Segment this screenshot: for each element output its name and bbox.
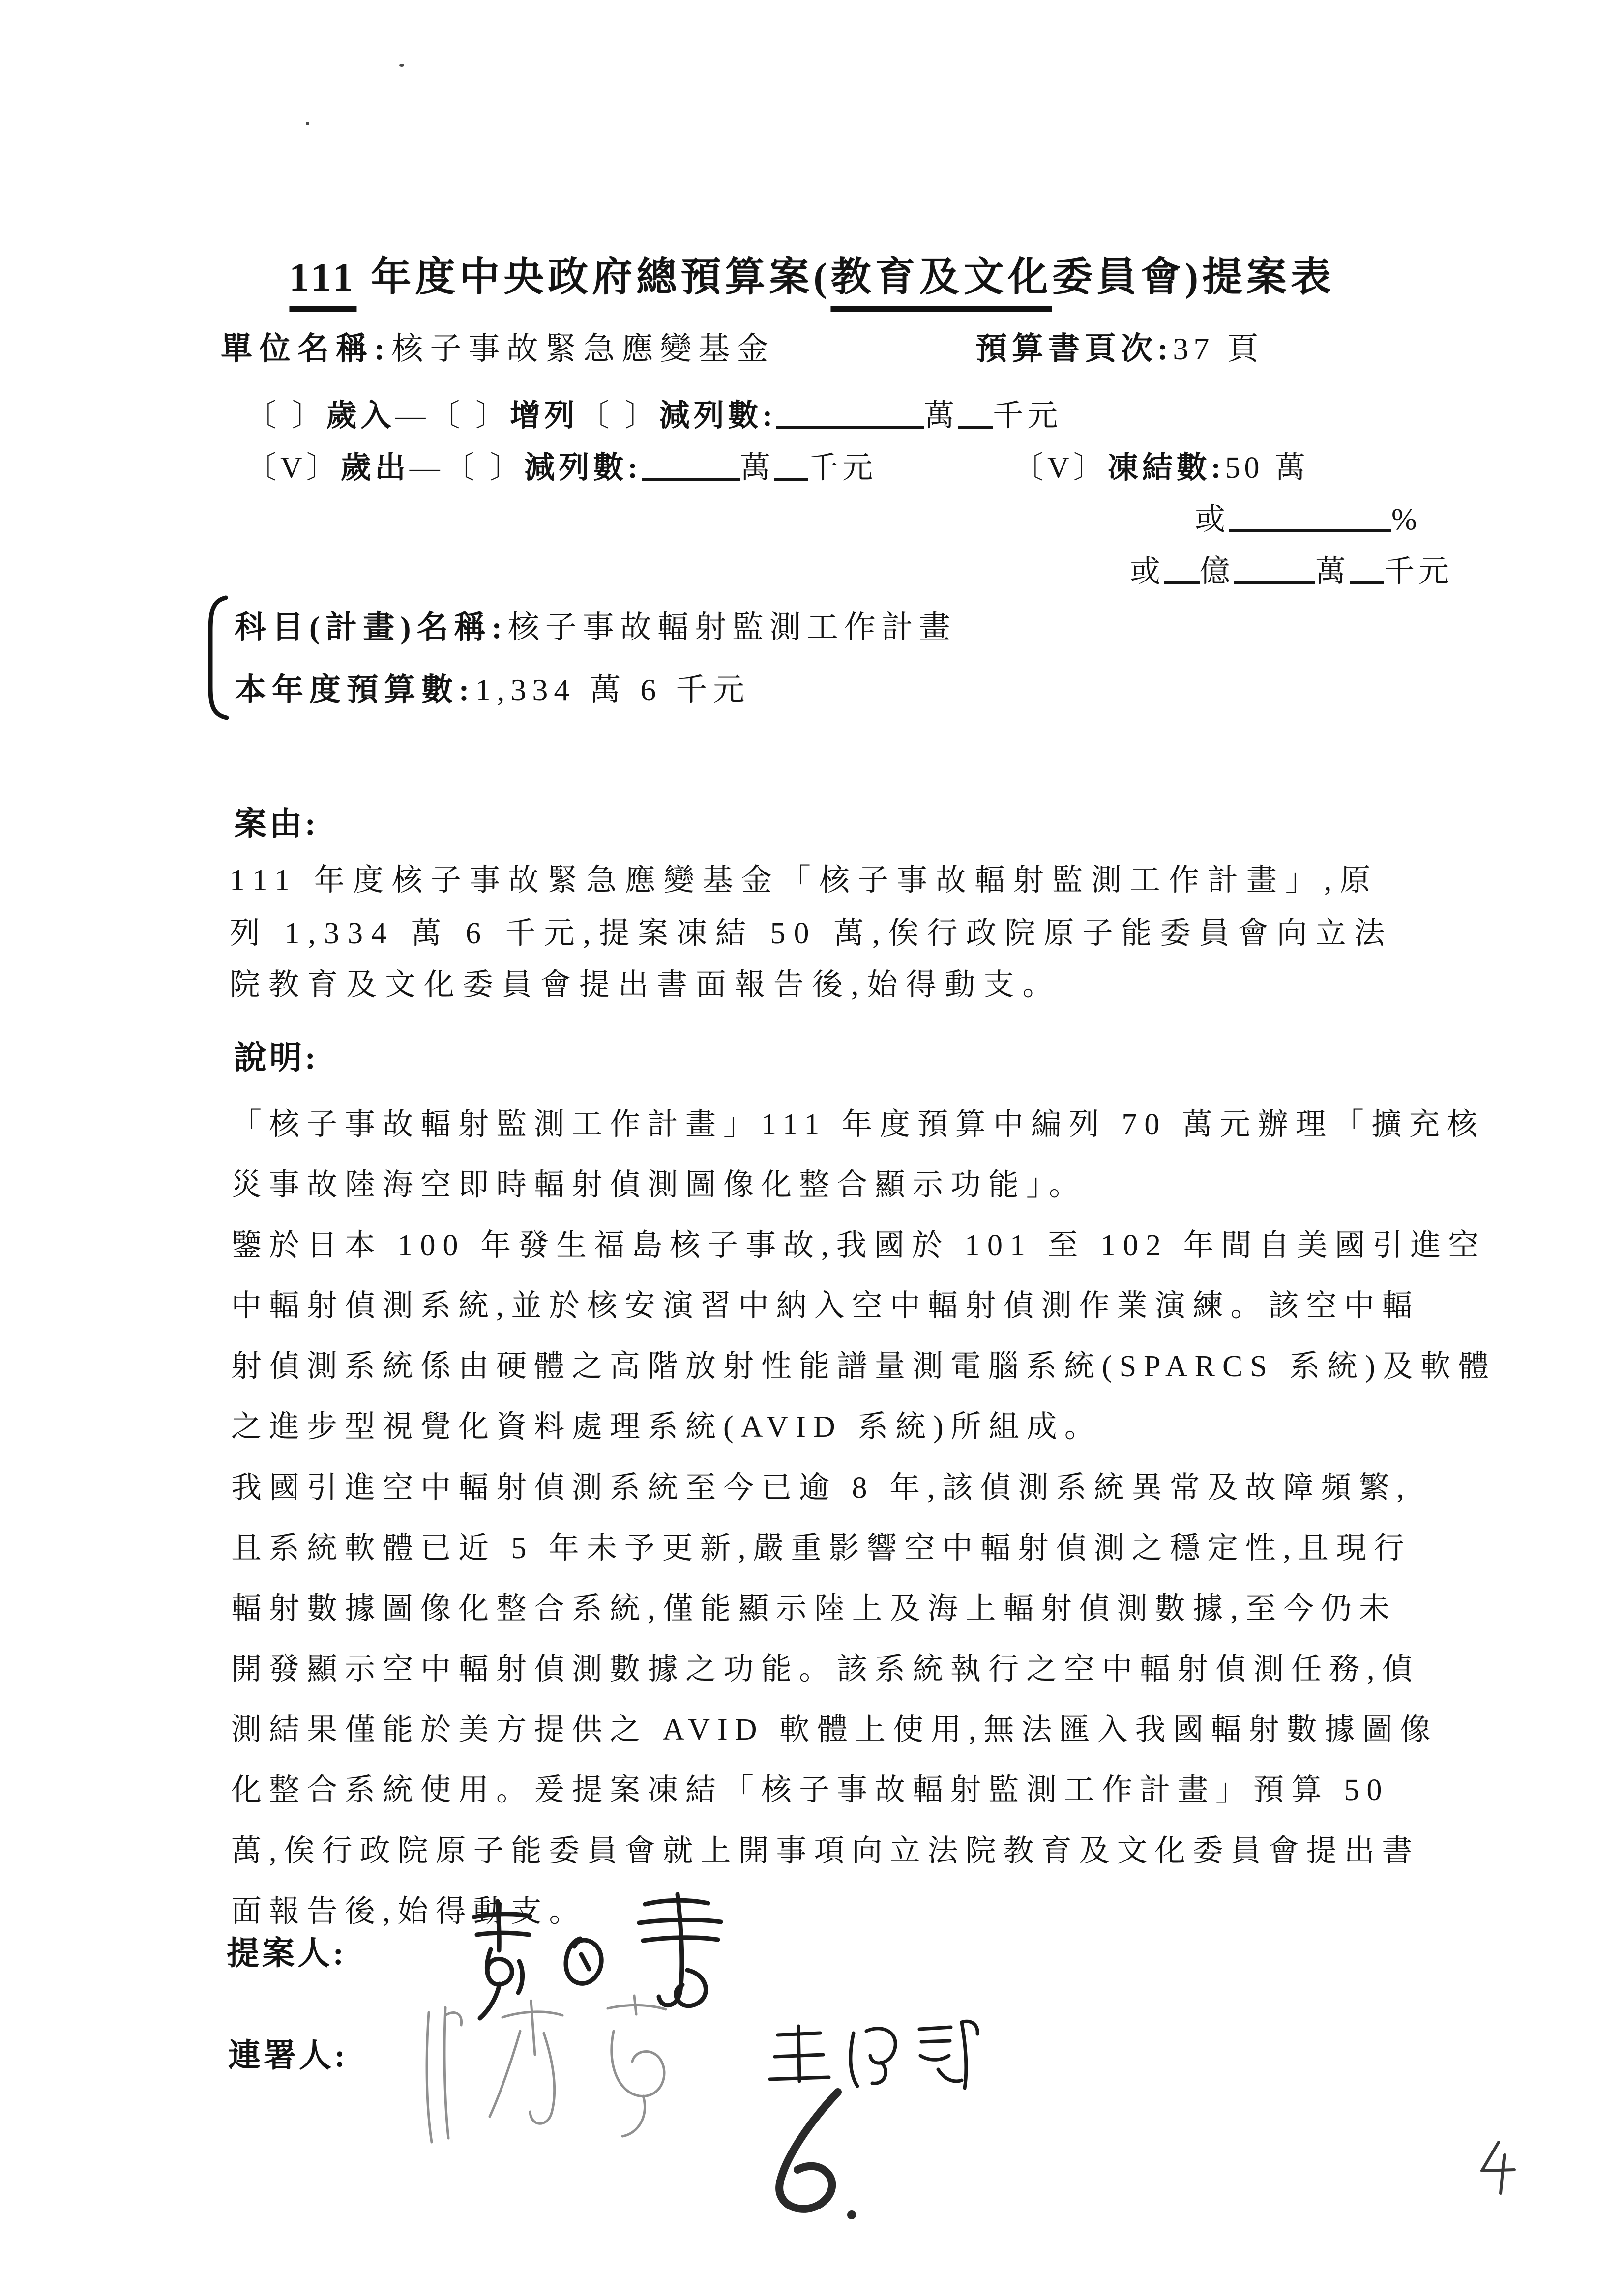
percent-sign: % bbox=[1391, 503, 1421, 536]
freeze-value: 50 萬 bbox=[1225, 451, 1309, 485]
scan-speck bbox=[306, 122, 309, 125]
proposer-label: 提案人: bbox=[227, 1936, 347, 1972]
explanation-line: 「核子事故輻射監測工作計畫」111 年度預算中編列 70 萬元辦理「擴充核 bbox=[231, 1108, 1485, 1141]
explanation-line: 射偵測系統係由硬體之高階放射性能譜量測電腦系統(SPARCS 系統)及軟體 bbox=[231, 1350, 1497, 1383]
revenue-checkbox-row bbox=[246, 391, 1062, 435]
dash: — bbox=[395, 399, 430, 433]
blank-line bbox=[1164, 553, 1200, 584]
blank-line bbox=[958, 397, 993, 429]
subject-line bbox=[235, 602, 956, 647]
wan-unit: 萬 bbox=[739, 451, 774, 485]
title-committee: 教育及文化 bbox=[831, 255, 1052, 312]
explanation-line: 化整合系統使用。爰提案凍結「核子事故輻射監測工作計畫」預算 50 bbox=[231, 1773, 1389, 1807]
blank-line bbox=[642, 449, 740, 481]
title-tail: 委員會)提案表 bbox=[1052, 255, 1335, 299]
freeze-checkbox-checked: 〔V〕 bbox=[1013, 451, 1108, 485]
subject-left-bracket bbox=[203, 595, 230, 721]
case-reason-heading: 案由: bbox=[234, 806, 319, 842]
or-label: 或 bbox=[1195, 503, 1230, 536]
title-mid: 年度中央政府總預算案( bbox=[356, 255, 831, 299]
dash: — bbox=[409, 451, 444, 485]
case-reason-line: 111 年度核子事故緊急應變基金「核子事故輻射監測工作計畫」,原 bbox=[230, 864, 1379, 897]
expenditure-label: 歲出 bbox=[340, 451, 410, 485]
blank-line bbox=[1234, 553, 1315, 584]
unit-name-value: 核子事故緊急應變基金 bbox=[391, 331, 775, 366]
budget-book-page-line bbox=[975, 323, 1263, 369]
qianyuan-unit: 千元 bbox=[993, 399, 1062, 433]
decrease-label: 減列數: bbox=[524, 451, 642, 485]
wan-unit: 萬 bbox=[924, 399, 959, 433]
handwritten-period bbox=[847, 2210, 856, 2219]
explanation-line: 且系統軟體已近 5 年未予更新,嚴重影響空中輻射偵測之穩定性,且現行 bbox=[231, 1532, 1412, 1565]
decrease-checkbox: 〔 〕 bbox=[443, 451, 525, 485]
scan-speck bbox=[399, 64, 404, 67]
unit-name-line bbox=[221, 323, 775, 369]
or-percent-line bbox=[1195, 494, 1421, 538]
explanation-line: 測結果僅能於美方提供之 AVID 軟體上使用,無法匯入我國輻射數據圖像 bbox=[231, 1713, 1438, 1746]
subject-label: 科目(計畫)名稱: bbox=[235, 610, 508, 645]
or-label: 或 bbox=[1130, 555, 1165, 588]
qianyuan-unit: 千元 bbox=[1384, 555, 1453, 588]
qianyuan-unit: 千元 bbox=[807, 451, 877, 485]
explanation-line: 開發顯示空中輻射偵測數據之功能。該系統執行之空中輻射偵測任務,偵 bbox=[231, 1653, 1420, 1686]
revenue-checkbox: 〔 〕 bbox=[246, 399, 326, 433]
page-title bbox=[289, 245, 1335, 302]
explanation-line: 輻射數據圖像化整合系統,僅能顯示陸上及海上輻射偵測數據,至今仍未 bbox=[231, 1592, 1397, 1626]
cosigner-signature-1 bbox=[397, 1986, 732, 2148]
increase-checkbox: 〔 〕 bbox=[429, 399, 510, 433]
freeze-label: 凍結數: bbox=[1107, 451, 1225, 485]
case-reason-line: 列 1,334 萬 6 千元,提案凍結 50 萬,俟行政院原子能委員會向立法 bbox=[230, 917, 1393, 950]
handwritten-number-six bbox=[734, 2083, 881, 2236]
increase-label: 增列 bbox=[510, 399, 579, 433]
revenue-label: 歲入 bbox=[326, 399, 395, 433]
blank-line bbox=[774, 449, 808, 481]
expenditure-checkbox-checked: 〔V〕 bbox=[246, 451, 341, 485]
explanation-line: 我國引進空中輻射偵測系統至今已逾 8 年,該偵測系統異常及故障頻繁, bbox=[231, 1471, 1412, 1505]
yi-unit: 億 bbox=[1200, 555, 1235, 588]
budget-book-page-label: 預算書頁次: bbox=[975, 331, 1173, 366]
explanation-line: 災事故陸海空即時輻射偵測圖像化整合顯示功能」。 bbox=[231, 1168, 1087, 1202]
explanation-line: 之進步型視覺化資料處理系統(AVID 系統)所組成。 bbox=[231, 1410, 1102, 1444]
explanation-line: 萬,俟行政院原子能委員會就上開事項向立法院教育及文化委員會提出書 bbox=[231, 1834, 1420, 1868]
blank-line bbox=[1229, 501, 1391, 532]
wan-unit: 萬 bbox=[1315, 555, 1350, 588]
decrease-checkbox: 〔 〕 bbox=[579, 399, 659, 433]
title-year: 111 bbox=[289, 255, 357, 312]
explanation-heading: 說明: bbox=[234, 1040, 319, 1076]
or-amount-line bbox=[1130, 547, 1453, 590]
expenditure-checkbox-row bbox=[246, 443, 877, 487]
subject-value: 核子事故輻射監測工作計畫 bbox=[507, 610, 956, 645]
budget-book-page-value: 37 頁 bbox=[1173, 331, 1264, 366]
case-reason-line: 院教育及文化委員會提出書面報告後,始得動支。 bbox=[230, 968, 1062, 1002]
cosigner-label: 連署人: bbox=[228, 2038, 348, 2074]
freeze-amount-block bbox=[1013, 443, 1309, 487]
blank-line bbox=[776, 397, 924, 429]
explanation-line: 中輻射偵測系統,並於核安演習中納入空中輻射偵測作業演練。該空中輻 bbox=[231, 1289, 1420, 1323]
budget-line bbox=[235, 665, 750, 710]
corner-page-number bbox=[1474, 2138, 1523, 2197]
decrease-label: 減列數: bbox=[659, 399, 777, 433]
explanation-line: 面報告後,始得動支。 bbox=[231, 1895, 587, 1928]
explanation-line: 鑒於日本 100 年發生福島核子事故,我國於 101 至 102 年間自美國引進空 bbox=[231, 1229, 1486, 1262]
blank-line bbox=[1350, 553, 1384, 584]
budget-value: 1,334 萬 6 千元 bbox=[475, 672, 751, 707]
unit-name-label: 單位名稱: bbox=[221, 331, 392, 366]
budget-label: 本年度預算數: bbox=[235, 672, 475, 707]
